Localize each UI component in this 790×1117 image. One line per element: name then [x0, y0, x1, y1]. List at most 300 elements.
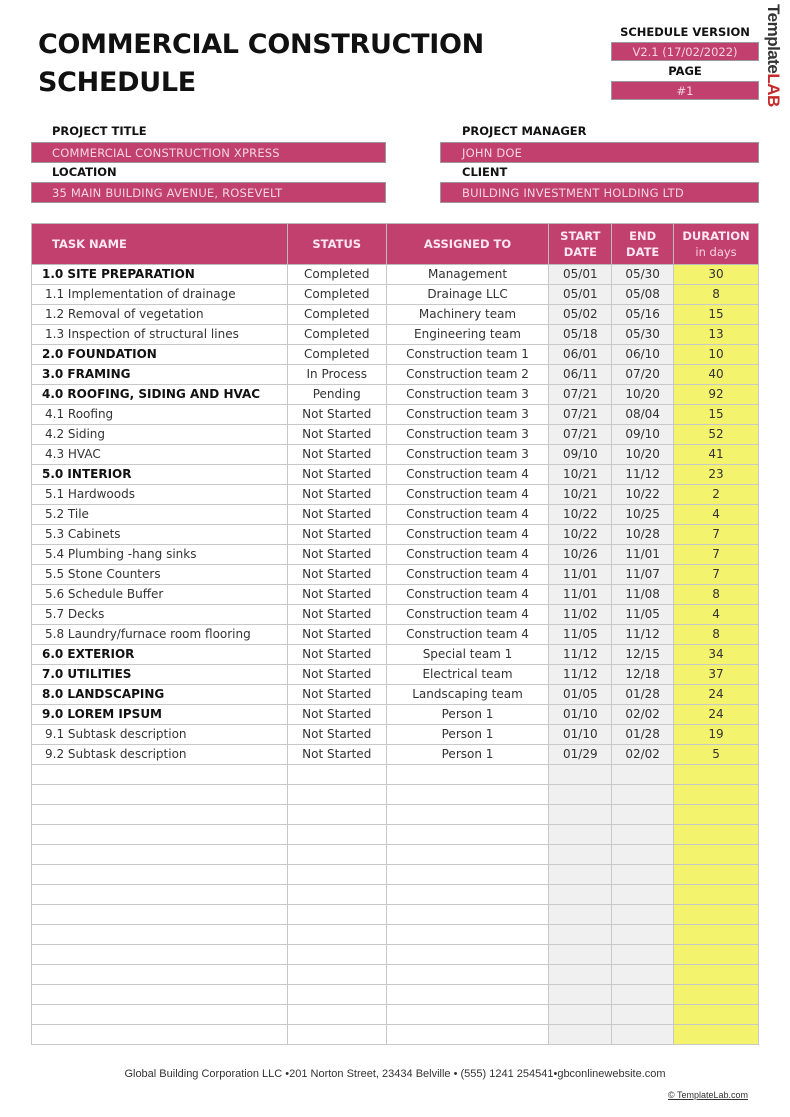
status-cell[interactable]: Not Started [287, 685, 386, 705]
start-date-cell[interactable] [549, 1025, 612, 1045]
duration-cell[interactable]: 7 [674, 545, 759, 565]
start-date-cell[interactable] [549, 845, 612, 865]
empty-table-row [32, 785, 759, 805]
schedule-version-field[interactable]: V2.1 (17/02/2022) [611, 42, 759, 61]
status-cell[interactable] [287, 1005, 386, 1025]
end-date-cell[interactable]: 02/02 [612, 745, 674, 765]
end-date-cell[interactable] [612, 905, 674, 925]
empty-table-row [32, 825, 759, 845]
page-number-field[interactable]: #1 [611, 81, 759, 100]
status-cell[interactable] [287, 1025, 386, 1045]
task-name-cell[interactable] [32, 945, 288, 965]
copyright-link[interactable]: © TemplateLab.com [667, 1090, 748, 1100]
assigned-to-cell[interactable]: Construction team 4 [386, 565, 549, 585]
end-date-cell[interactable]: 10/20 [612, 385, 674, 405]
status-cell[interactable]: Not Started [287, 465, 386, 485]
duration-cell[interactable]: 4 [674, 505, 759, 525]
empty-table-row [32, 885, 759, 905]
start-date-cell[interactable] [549, 825, 612, 845]
assigned-to-cell[interactable]: Drainage LLC [386, 285, 549, 305]
duration-cell[interactable]: 8 [674, 285, 759, 305]
page-title [38, 26, 484, 102]
end-date-cell[interactable] [612, 805, 674, 825]
task-name-cell[interactable]: 1.1 Implementation of drainage [32, 285, 288, 305]
start-date-cell[interactable]: 11/02 [549, 605, 612, 625]
task-name-cell[interactable] [32, 905, 288, 925]
assigned-to-cell[interactable] [386, 925, 549, 945]
end-date-cell[interactable] [612, 845, 674, 865]
task-name-cell[interactable]: 9.1 Subtask description [32, 725, 288, 745]
end-date-cell[interactable]: 11/12 [612, 625, 674, 645]
task-name-cell[interactable] [32, 865, 288, 885]
status-cell[interactable]: Not Started [287, 645, 386, 665]
table-header-row [32, 224, 759, 265]
assigned-to-cell[interactable]: Construction team 3 [386, 385, 549, 405]
duration-cell[interactable]: 30 [674, 265, 759, 285]
page-label: PAGE [668, 64, 702, 78]
task-name-cell[interactable]: 5.6 Schedule Buffer [32, 585, 288, 605]
assigned-to-cell[interactable]: Electrical team [386, 665, 549, 685]
duration-cell[interactable] [674, 865, 759, 885]
duration-cell[interactable] [674, 785, 759, 805]
task-name-cell[interactable]: 5.8 Laundry/furnace room flooring [32, 625, 288, 645]
end-date-line-1: END [629, 229, 657, 243]
status-cell[interactable] [287, 805, 386, 825]
table-row [32, 685, 759, 705]
duration-cell[interactable]: 10 [674, 345, 759, 365]
end-date-cell[interactable]: 11/01 [612, 545, 674, 565]
status-cell[interactable]: Not Started [287, 545, 386, 565]
empty-table-row [32, 865, 759, 885]
start-date-cell[interactable] [549, 805, 612, 825]
status-cell[interactable]: Pending [287, 385, 386, 405]
end-date-cell[interactable] [612, 1025, 674, 1045]
column-header-task: TASK NAME [32, 224, 288, 265]
status-cell[interactable]: Not Started [287, 625, 386, 645]
status-cell[interactable]: Not Started [287, 485, 386, 505]
table-row [32, 545, 759, 565]
task-name-cell[interactable]: 1.3 Inspection of structural lines [32, 325, 288, 345]
logo-text-template: Template [764, 4, 783, 74]
start-date-cell[interactable] [549, 765, 612, 785]
task-name-cell[interactable] [32, 825, 288, 845]
assigned-to-cell[interactable]: Construction team 2 [386, 365, 549, 385]
end-date-cell[interactable]: 10/28 [612, 525, 674, 545]
duration-cell[interactable]: 13 [674, 325, 759, 345]
status-cell[interactable]: Not Started [287, 525, 386, 545]
table-row [32, 565, 759, 585]
assigned-to-cell[interactable]: Construction team 4 [386, 625, 549, 645]
duration-cell[interactable]: 15 [674, 305, 759, 325]
table-row [32, 345, 759, 365]
end-date-cell[interactable]: 01/28 [612, 685, 674, 705]
duration-cell[interactable]: 34 [674, 645, 759, 665]
table-row [32, 325, 759, 345]
start-date-cell[interactable]: 05/01 [549, 265, 612, 285]
task-name-cell[interactable]: 9.2 Subtask description [32, 745, 288, 765]
assigned-to-cell[interactable]: Construction team 4 [386, 605, 549, 625]
assigned-to-cell[interactable] [386, 825, 549, 845]
duration-cell[interactable]: 7 [674, 565, 759, 585]
empty-table-row [32, 765, 759, 785]
assigned-to-cell[interactable]: Construction team 3 [386, 405, 549, 425]
task-name-cell[interactable]: 5.1 Hardwoods [32, 485, 288, 505]
duration-cell[interactable]: 2 [674, 485, 759, 505]
assigned-to-cell[interactable] [386, 905, 549, 925]
duration-cell[interactable] [674, 945, 759, 965]
table-row [32, 585, 759, 605]
table-body [32, 265, 759, 1045]
status-cell[interactable] [287, 905, 386, 925]
empty-table-row [32, 945, 759, 965]
start-date-cell[interactable]: 01/29 [549, 745, 612, 765]
assigned-to-cell[interactable] [386, 885, 549, 905]
table-row [32, 385, 759, 405]
footer-company-info: Global Building Corporation LLC •201 Norton Street, 23434 Belville • (555) 1241 254541•gbconlinewebsite.com [124, 1068, 666, 1080]
column-header-start-date [549, 224, 612, 265]
end-date-cell[interactable] [612, 865, 674, 885]
table-row [32, 725, 759, 745]
status-cell[interactable]: Not Started [287, 585, 386, 605]
end-date-cell[interactable]: 11/07 [612, 565, 674, 585]
duration-cell[interactable]: 92 [674, 385, 759, 405]
assigned-to-cell[interactable]: Construction team 4 [386, 485, 549, 505]
duration-cell[interactable] [674, 825, 759, 845]
table-row [32, 285, 759, 305]
assigned-to-cell[interactable]: Management [386, 265, 549, 285]
task-name-cell[interactable]: 3.0 FRAMING [32, 365, 288, 385]
end-date-cell[interactable]: 05/30 [612, 265, 674, 285]
column-header-assigned: ASSIGNED TO [386, 224, 549, 265]
task-name-cell[interactable]: 5.0 INTERIOR [32, 465, 288, 485]
assigned-to-cell[interactable] [386, 965, 549, 985]
status-cell[interactable] [287, 825, 386, 845]
task-name-cell[interactable] [32, 1005, 288, 1025]
start-date-cell[interactable]: 05/18 [549, 325, 612, 345]
start-date-cell[interactable]: 05/01 [549, 285, 612, 305]
duration-cell[interactable] [674, 1005, 759, 1025]
start-date-cell[interactable]: 10/22 [549, 525, 612, 545]
assigned-to-cell[interactable]: Machinery team [386, 305, 549, 325]
end-date-cell[interactable] [612, 925, 674, 945]
column-header-end-date [612, 224, 674, 265]
end-date-cell[interactable] [612, 965, 674, 985]
status-cell[interactable]: In Process [287, 365, 386, 385]
duration-cell[interactable]: 19 [674, 725, 759, 745]
empty-table-row [32, 845, 759, 865]
duration-cell[interactable] [674, 985, 759, 1005]
end-date-cell[interactable] [612, 945, 674, 965]
status-cell[interactable] [287, 965, 386, 985]
task-name-cell[interactable]: 5.4 Plumbing -hang sinks [32, 545, 288, 565]
table-row [32, 605, 759, 625]
assigned-to-cell[interactable] [386, 985, 549, 1005]
column-header-duration [674, 224, 759, 265]
task-name-cell[interactable]: 1.0 SITE PREPARATION [32, 265, 288, 285]
project-manager-field[interactable]: JOHN DOE [440, 142, 759, 163]
task-name-cell[interactable]: 8.0 LANDSCAPING [32, 685, 288, 705]
duration-line-1: DURATION [682, 229, 750, 243]
empty-table-row [32, 1005, 759, 1025]
status-cell[interactable]: Not Started [287, 565, 386, 585]
start-date-cell[interactable]: 01/10 [549, 725, 612, 745]
start-date-cell[interactable]: 11/01 [549, 565, 612, 585]
assigned-to-cell[interactable]: Person 1 [386, 705, 549, 725]
start-date-cell[interactable]: 11/12 [549, 665, 612, 685]
status-cell[interactable]: Not Started [287, 425, 386, 445]
project-title-field[interactable]: COMMERCIAL CONSTRUCTION XPRESS [31, 142, 386, 163]
start-date-cell[interactable]: 05/02 [549, 305, 612, 325]
table-row [32, 445, 759, 465]
table-row [32, 525, 759, 545]
duration-cell[interactable]: 5 [674, 745, 759, 765]
task-name-cell[interactable]: 6.0 EXTERIOR [32, 645, 288, 665]
table-row [32, 665, 759, 685]
start-date-cell[interactable]: 09/10 [549, 445, 612, 465]
status-cell[interactable]: Completed [287, 285, 386, 305]
duration-cell[interactable]: 8 [674, 625, 759, 645]
assigned-to-cell[interactable] [386, 785, 549, 805]
assigned-to-cell[interactable]: Construction team 4 [386, 465, 549, 485]
duration-cell[interactable] [674, 805, 759, 825]
duration-cell[interactable]: 37 [674, 665, 759, 685]
end-date-cell[interactable] [612, 985, 674, 1005]
status-cell[interactable] [287, 945, 386, 965]
start-date-cell[interactable]: 07/21 [549, 385, 612, 405]
start-date-cell[interactable]: 10/22 [549, 505, 612, 525]
duration-cell[interactable] [674, 765, 759, 785]
start-date-cell[interactable]: 11/01 [549, 585, 612, 605]
task-name-cell[interactable] [32, 925, 288, 945]
start-date-cell[interactable]: 01/05 [549, 685, 612, 705]
task-name-cell[interactable] [32, 765, 288, 785]
page-title-line-2: SCHEDULE [38, 67, 196, 98]
duration-cell[interactable]: 40 [674, 365, 759, 385]
start-date-cell[interactable]: 10/21 [549, 465, 612, 485]
duration-cell[interactable] [674, 925, 759, 945]
duration-cell[interactable] [674, 885, 759, 905]
table-row [32, 405, 759, 425]
end-date-cell[interactable]: 05/16 [612, 305, 674, 325]
empty-table-row [32, 905, 759, 925]
table-row [32, 505, 759, 525]
project-manager-label: PROJECT MANAGER [462, 124, 587, 138]
table-row [32, 265, 759, 285]
duration-cell[interactable]: 24 [674, 705, 759, 725]
start-date-cell[interactable]: 06/11 [549, 365, 612, 385]
task-name-cell[interactable]: 4.0 ROOFING, SIDING AND HVAC [32, 385, 288, 405]
assigned-to-cell[interactable]: Construction team 4 [386, 505, 549, 525]
status-cell[interactable]: Not Started [287, 605, 386, 625]
status-cell[interactable]: Not Started [287, 745, 386, 765]
task-name-cell[interactable] [32, 885, 288, 905]
location-field[interactable]: 35 MAIN BUILDING AVENUE, ROSEVELT [31, 182, 386, 203]
duration-cell[interactable]: 24 [674, 685, 759, 705]
duration-cell[interactable]: 52 [674, 425, 759, 445]
task-name-cell[interactable]: 5.7 Decks [32, 605, 288, 625]
start-date-cell[interactable] [549, 865, 612, 885]
start-date-cell[interactable]: 07/21 [549, 405, 612, 425]
end-date-cell[interactable]: 12/18 [612, 665, 674, 685]
status-cell[interactable]: Not Started [287, 725, 386, 745]
start-date-cell[interactable]: 10/21 [549, 485, 612, 505]
end-date-cell[interactable]: 02/02 [612, 705, 674, 725]
column-header-status: STATUS [287, 224, 386, 265]
task-name-cell[interactable]: 2.0 FOUNDATION [32, 345, 288, 365]
schedule-version-block [611, 24, 759, 102]
end-date-cell[interactable]: 08/04 [612, 405, 674, 425]
status-cell[interactable]: Not Started [287, 445, 386, 465]
task-name-cell[interactable]: 5.3 Cabinets [32, 525, 288, 545]
task-name-cell[interactable]: 4.3 HVAC [32, 445, 288, 465]
end-date-cell[interactable] [612, 765, 674, 785]
start-date-cell[interactable] [549, 1005, 612, 1025]
status-cell[interactable]: Completed [287, 325, 386, 345]
client-field[interactable]: BUILDING INVESTMENT HOLDING LTD [440, 182, 759, 203]
assigned-to-cell[interactable] [386, 805, 549, 825]
end-date-cell[interactable]: 11/12 [612, 465, 674, 485]
assigned-to-cell[interactable]: Construction team 1 [386, 345, 549, 365]
assigned-to-cell[interactable]: Construction team 4 [386, 525, 549, 545]
task-name-cell[interactable] [32, 845, 288, 865]
task-name-cell[interactable]: 5.5 Stone Counters [32, 565, 288, 585]
end-date-cell[interactable]: 01/28 [612, 725, 674, 745]
assigned-to-cell[interactable]: Landscaping team [386, 685, 549, 705]
assigned-to-cell[interactable]: Construction team 3 [386, 425, 549, 445]
start-date-cell[interactable] [549, 945, 612, 965]
start-date-cell[interactable]: 11/05 [549, 625, 612, 645]
end-date-cell[interactable] [612, 785, 674, 805]
end-date-cell[interactable]: 11/08 [612, 585, 674, 605]
table-row [32, 485, 759, 505]
end-date-cell[interactable]: 12/15 [612, 645, 674, 665]
task-name-cell[interactable]: 4.2 Siding [32, 425, 288, 445]
location-label: LOCATION [52, 165, 117, 179]
status-cell[interactable] [287, 885, 386, 905]
end-date-cell[interactable] [612, 885, 674, 905]
duration-cell[interactable]: 7 [674, 525, 759, 545]
assigned-to-cell[interactable] [386, 1025, 549, 1045]
duration-cell[interactable]: 4 [674, 605, 759, 625]
table-row [32, 625, 759, 645]
schedule-table [31, 223, 759, 1045]
start-date-cell[interactable]: 10/26 [549, 545, 612, 565]
end-date-cell[interactable]: 10/22 [612, 485, 674, 505]
end-date-cell[interactable] [612, 825, 674, 845]
duration-cell[interactable]: 15 [674, 405, 759, 425]
schedule-version-label: SCHEDULE VERSION [620, 25, 750, 39]
task-name-cell[interactable] [32, 805, 288, 825]
duration-cell[interactable] [674, 1025, 759, 1045]
assigned-to-cell[interactable]: Construction team 3 [386, 445, 549, 465]
task-name-cell[interactable] [32, 1025, 288, 1045]
task-name-cell[interactable] [32, 785, 288, 805]
status-cell[interactable] [287, 925, 386, 945]
end-date-cell[interactable]: 05/30 [612, 325, 674, 345]
table-row [32, 705, 759, 725]
start-date-cell[interactable]: 07/21 [549, 425, 612, 445]
table-row [32, 645, 759, 665]
start-date-line-2: DATE [563, 245, 597, 259]
status-cell[interactable]: Not Started [287, 405, 386, 425]
end-date-cell[interactable]: 11/05 [612, 605, 674, 625]
table-row [32, 465, 759, 485]
end-date-cell[interactable] [612, 1005, 674, 1025]
assigned-to-cell[interactable] [386, 765, 549, 785]
status-cell[interactable]: Not Started [287, 705, 386, 725]
duration-cell[interactable] [674, 845, 759, 865]
task-name-cell[interactable]: 7.0 UTILITIES [32, 665, 288, 685]
client-label: CLIENT [462, 165, 508, 179]
status-cell[interactable]: Not Started [287, 505, 386, 525]
task-name-cell[interactable]: 1.2 Removal of vegetation [32, 305, 288, 325]
start-date-cell[interactable] [549, 925, 612, 945]
end-date-cell[interactable]: 06/10 [612, 345, 674, 365]
task-name-cell[interactable]: 4.1 Roofing [32, 405, 288, 425]
duration-cell[interactable]: 8 [674, 585, 759, 605]
assigned-to-cell[interactable]: Special team 1 [386, 645, 549, 665]
status-cell[interactable] [287, 985, 386, 1005]
duration-cell[interactable]: 41 [674, 445, 759, 465]
start-date-line-1: START [560, 229, 601, 243]
task-name-cell[interactable] [32, 965, 288, 985]
assigned-to-cell[interactable]: Construction team 4 [386, 545, 549, 565]
empty-table-row [32, 1025, 759, 1045]
start-date-cell[interactable] [549, 965, 612, 985]
page-title-line-1: COMMERCIAL CONSTRUCTION [38, 29, 484, 60]
duration-cell[interactable] [674, 905, 759, 925]
empty-table-row [32, 925, 759, 945]
end-date-cell[interactable]: 10/25 [612, 505, 674, 525]
assigned-to-cell[interactable] [386, 865, 549, 885]
assigned-to-cell[interactable] [386, 945, 549, 965]
start-date-cell[interactable] [549, 885, 612, 905]
assigned-to-cell[interactable]: Engineering team [386, 325, 549, 345]
assigned-to-cell[interactable]: Person 1 [386, 725, 549, 745]
duration-cell[interactable] [674, 965, 759, 985]
status-cell[interactable]: Completed [287, 305, 386, 325]
status-cell[interactable] [287, 865, 386, 885]
status-cell[interactable] [287, 785, 386, 805]
status-cell[interactable] [287, 765, 386, 785]
duration-line-2: in days [695, 245, 737, 259]
end-date-cell[interactable]: 10/20 [612, 445, 674, 465]
assigned-to-cell[interactable]: Construction team 4 [386, 585, 549, 605]
templatelab-logo [763, 4, 785, 107]
status-cell[interactable]: Not Started [287, 665, 386, 685]
task-name-cell[interactable] [32, 985, 288, 1005]
logo-text-lab: LAB [764, 73, 783, 107]
start-date-cell[interactable]: 11/12 [549, 645, 612, 665]
start-date-cell[interactable] [549, 985, 612, 1005]
assigned-to-cell[interactable] [386, 845, 549, 865]
task-name-cell[interactable]: 9.0 LOREM IPSUM [32, 705, 288, 725]
status-cell[interactable]: Completed [287, 345, 386, 365]
task-name-cell[interactable]: 5.2 Tile [32, 505, 288, 525]
assigned-to-cell[interactable]: Person 1 [386, 745, 549, 765]
end-date-cell[interactable]: 09/10 [612, 425, 674, 445]
assigned-to-cell[interactable] [386, 1005, 549, 1025]
start-date-cell[interactable] [549, 905, 612, 925]
start-date-cell[interactable] [549, 785, 612, 805]
start-date-cell[interactable]: 06/01 [549, 345, 612, 365]
duration-cell[interactable]: 23 [674, 465, 759, 485]
start-date-cell[interactable]: 01/10 [549, 705, 612, 725]
status-cell[interactable] [287, 845, 386, 865]
end-date-cell[interactable]: 07/20 [612, 365, 674, 385]
status-cell[interactable]: Completed [287, 265, 386, 285]
end-date-cell[interactable]: 05/08 [612, 285, 674, 305]
